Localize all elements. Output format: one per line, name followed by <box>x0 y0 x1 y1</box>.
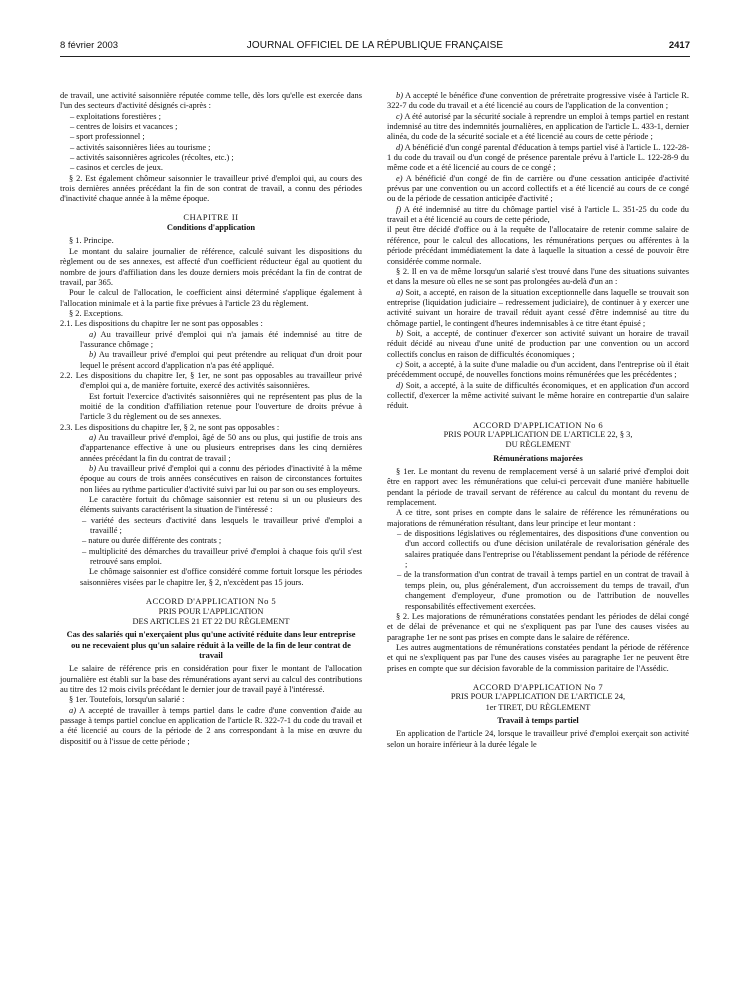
paragraph: § 2. Il en va de même lorsqu'un salarié s'est trouvé dans l'une des situations suivantes et dans la mesure où elles ne se sont pas prolongées au-delà d'un an : <box>387 266 689 287</box>
clause-letter: b) <box>396 91 403 100</box>
accord-title: Cas des salariés qui n'exerçaient plus qu'une activité réduite dans leur entreprise ou ne recevaient plus qu'un salaire réduit à la veille de la fin de leur contrat de travail <box>66 630 356 660</box>
list-item: – sport professionnel ; <box>70 132 145 142</box>
clause-letter: a) <box>69 705 76 715</box>
paragraph <box>387 174 689 205</box>
accord-heading: ACCORD D'APPLICATION No 7 <box>472 681 604 692</box>
clause-letter: d) <box>396 142 403 152</box>
page-number: 2417 <box>668 40 690 51</box>
clause-letter: b) <box>89 464 96 474</box>
list-item: – de la transformation d'un contrat de travail à temps partiel en un contrat de travail à temps plein, ou, plus généralement, d'un accroissement du temps de travail, d'un changement d'employeur, d'une promotion ou de l'attribution de nouvelles responsabilités effectivement exercées. <box>397 570 689 611</box>
paragraph <box>387 288 689 329</box>
paragraph <box>387 205 689 226</box>
clause-text: Au travailleur privé d'emploi, âgé de 50 ans ou plus, qui justifie de trois ans d'appartenance effective à une ou plusieurs entreprises dans les cinq dernières années précédant la fin du contrat de travail ; <box>80 433 362 463</box>
paragraph: Le salaire de référence pris en considération pour fixer le montant de l'allocation journalière est établi sur la base des rémunérations ayant servi au calcul des contributions au titre des 12 mois civils précédant le dernier jour de travail payé à l'intéressé. <box>60 664 362 694</box>
paragraph: Pour le calcul de l'allocation, le coefficient ainsi déterminé s'applique également à l'allocation minimale et à la partie fixe prévues à l'article 23 du règlement. <box>60 288 362 308</box>
chapter-title: Conditions d'application <box>166 223 256 233</box>
clause-letter: b) <box>396 328 403 338</box>
list-item: – de dispositions législatives ou réglementaires, des dispositions d'une convention ou d'un accord collectifs ou d'une décision unilatérale de revalorisation générale des salaires pratiquée dans l'entreprise ou l'établissement pendant la période de référence ; <box>397 529 689 570</box>
clause-text: A bénéficié d'un congé parental d'éducation à temps partiel visé à l'article L. 122-28-1 du code du travail ou d'un congé de présence parentale prévu à l'article L. 122-28-9 du même code et a été licencié au cours de ce congé ; <box>387 142 689 173</box>
clause-text: A accepté le bénéfice d'une convention de préretraite progressive visée à l'article R. 322-7 du code du travail et a été licencié au cours de l'application de la convention ; <box>387 91 689 111</box>
clause-text: A été autorisé par la sécurité sociale à reprendre un emploi à temps partiel en restant indemnisé au titre des indemnités journalières, en application de l'article L. 433-1, dernier alinéa, du code de la sécurité sociale et a été licencié au cours de cette période ; <box>387 111 689 142</box>
paragraph: § 1er. Toutefois, lorsqu'un salarié : <box>69 695 185 705</box>
paragraph <box>387 143 689 174</box>
clause-text: Au travailleur privé d'emploi qui a connu des périodes d'inactivité à la même époque au cours de trois années consécutives en raison de circonstances fortuites non liées au rythme particulier d'activité suivi par lui ou par son ou ses employeurs. <box>80 464 362 494</box>
sub-clause <box>60 330 362 351</box>
numbered-clause: 2.1. Les dispositions du chapitre Ier ne sont pas opposables : <box>60 319 263 329</box>
accord-subheading: PRIS POUR L'APPLICATION DE L'ARTICLE 22, § 3, <box>443 430 633 439</box>
clause-text: Soit, a accepté, en raison de la situation exceptionnelle dans laquelle se trouvait son entreprise (liquidation judiciaire – redressement judiciaire), de continuer à y exercer une activité suivant un horaire de travail réduit ayant cessé d'être indemnisé au titre du chômage partiel, le contingent d'heures indemnisables à ce titre étant épuisé ; <box>387 287 689 328</box>
list-item: – variété des secteurs d'activité dans lesquels le travailleur privé d'emploi a travaillé ; <box>82 515 362 536</box>
remuneration-list <box>387 529 689 612</box>
paragraph <box>60 706 362 747</box>
paragraph: Le montant du salaire journalier de référence, calculé suivant les dispositions du règlement ou de ses annexes, est affecté d'un coefficient réducteur égal au quotient du nombre de jours d'affiliation dans les douze derniers mois précédant la fin de contrat de travail, par 365. <box>60 246 362 287</box>
clause-text: Soit, a accepté, à la suite de difficultés économiques, et en application d'un accord collectif, d'exercer la même activité suivant le même horaire en contrepartie d'un salaire réduit. <box>387 380 689 411</box>
accord-title: Rémunérations majorées <box>493 453 583 463</box>
list-item: – exploitations forestières ; <box>70 111 161 121</box>
accord-subheading: DES ARTICLES 21 ET 22 DU RÈGLEMENT <box>132 616 290 626</box>
paragraph <box>387 381 689 412</box>
paragraph: § 2. Est également chômeur saisonnier le travailleur privé d'emploi qui, au cours des trois dernières années précédant la fin de son contrat de travail, a connu des périodes d'inactivité chaque année à la même époque. <box>60 173 362 204</box>
right-column <box>387 91 689 750</box>
clause-text: Soit, a accepté, à la suite d'une maladie ou d'un accident, dans l'entreprise où il était précédemment occupé, de nouvelles fonctions moins rémunérées que les précédentes ; <box>387 359 689 380</box>
clause-letter: d) <box>396 380 403 390</box>
numbered-clause: 2.3. Les dispositions du chapitre Ier, § 2, ne sont pas opposables : <box>60 422 280 432</box>
clause-text: A été indemnisé au titre du chômage partiel visé à l'article L. 351-25 du code du travail et a été licencié au cours de cette période, <box>387 204 689 225</box>
clause-letter: c) <box>396 359 403 369</box>
clause-text: A accepté de travailler à temps partiel dans le cadre d'une convention d'aide au passage à temps partiel conclue en application de l'article R. 322-7-1 du code du travail et a été licencié au cours de la période de 2 ans correspondant à la mise en œuvre du dispositif ou à l'issue de cette période ; <box>60 705 362 746</box>
page-header <box>60 40 690 54</box>
sub-clause <box>60 464 362 495</box>
list-item: – multiplicité des démarches du travailleur privé d'emploi à chaque fois qu'il s'est retrouvé sans emploi. <box>82 546 362 567</box>
numbered-clause: 2.2. Les dispositions du chapitre Ier, § 1er, ne sont pas opposables au travailleur privé d'emploi qui a, de manière fortuite, exercé des activités saisonnières. <box>60 370 362 391</box>
journal-title: JOURNAL OFFICIEL DE LA RÉPUBLIQUE FRANÇAISE <box>246 40 504 51</box>
paragraph: il peut être décidé d'office ou à la requête de l'allocataire de retenir comme salaire de référence, pour le calcul des allocations, les rémunérations perçues ou afférentes à la période précédant immédiatement la date à laquelle la situation a cessé de pouvoir être considérée comme normale. <box>387 225 689 266</box>
paragraph: de travail, une activité saisonnière réputée comme telle, dès lors qu'elle est exercée dans l'un des secteurs d'activité désignés ci-après : <box>60 91 362 111</box>
issue-date: 8 février 2003 <box>60 40 119 51</box>
accord-heading: ACCORD D'APPLICATION No 6 <box>472 419 604 430</box>
left-column <box>60 91 362 747</box>
list-item: – casinos et cercles de jeux. <box>70 163 164 173</box>
sub-clause: Le chômage saisonnier est d'office considéré comme fortuit lorsque les périodes saisonnières visées par le chapitre Ier, § 2, n'excèdent pas 15 jours. <box>80 567 362 587</box>
criteria-list <box>60 516 362 568</box>
list-item: – centres de loisirs et vacances ; <box>70 122 178 132</box>
activity-list <box>60 112 362 174</box>
clause-letter: b) <box>89 350 96 360</box>
sub-clause <box>60 433 362 464</box>
accord-title: Travail à temps partiel <box>497 715 579 725</box>
paragraph: § 1er. Le montant du revenu de remplacement versé à un salarié privé d'emploi doit être en rapport avec les rémunérations que celui-ci percevait d'une manière habituelle pendant la période de travail servant de référence au calcul du montant du revenu de remplacement. <box>387 467 689 508</box>
sub-clause: Est fortuit l'exercice d'activités saisonnières qui ne représentent pas plus de la moitié de la condition d'affiliation retenue pour l'ouverture de droits prévue à l'article 3 du règlement ou de ses annexes. <box>80 391 362 422</box>
clause-text: Soit, a accepté, de continuer d'exercer son activité suivant un horaire de travail réduit décidé au niveau d'une unité de production par une convention ou un accord collectifs conclus en raison de difficultés économiques ; <box>387 328 689 359</box>
header-rule <box>60 56 690 57</box>
sub-clause: Le caractère fortuit du chômage saisonnier est retenu si un ou plusieurs des éléments suivants caractérisent la situation de l'intéressé : <box>80 495 362 515</box>
paragraph: Les autres augmentations de rémunérations constatées pendant la période de référence et qui ne s'expliquent pas par l'une des causes visées au paragraphe 1er ne peuvent être prises en compte que sur décision favorable de la commission paritaire de l'Assédic. <box>387 642 689 673</box>
paragraph: A ce titre, sont prises en compte dans le salaire de référence les rémunérations ou majorations de rémunération résultant, dans leur principe et leur montant : <box>387 508 689 528</box>
paragraph <box>387 329 689 360</box>
accord-subheading: 1er TIRET, DU RÈGLEMENT <box>485 702 591 712</box>
clause-letter: a) <box>396 287 403 297</box>
paragraph <box>387 91 689 112</box>
clause-letter: f) <box>396 204 402 214</box>
list-item: – nature ou durée différente des contrats ; <box>82 536 222 546</box>
accord-heading: ACCORD D'APPLICATION No 5 <box>145 596 277 607</box>
accord-subheading: PRIS POUR L'APPLICATION <box>158 606 264 616</box>
clause-letter: c) <box>396 111 403 121</box>
sub-clause <box>60 350 362 371</box>
section-heading: § 1. Principe. <box>69 236 114 246</box>
paragraph: § 2. Les majorations de rémunérations constatées pendant les périodes de délai congé et de délai de prévenance et qui ne s'expliquent pas par l'une des causes visées au paragraphe 1er ne sont pas prises en compte dans le salaire de référence. <box>387 611 689 642</box>
section-heading: § 2. Exceptions. <box>69 308 123 318</box>
list-item: – activités saisonnières agricoles (récoltes, etc.) ; <box>70 153 234 163</box>
paragraph: En application de l'article 24, lorsque le travailleur privé d'emploi exerçait son activité selon un horaire inférieur à la durée légale le <box>387 729 689 749</box>
paragraph <box>387 112 689 143</box>
clause-letter: e) <box>396 173 403 183</box>
chapter-heading: CHAPITRE II <box>183 212 239 222</box>
list-item: – activités saisonnières liées au tourisme ; <box>70 142 211 152</box>
clause-text: Au travailleur privé d'emploi qui peut prétendre au reliquat d'un droit pour lequel le présent accord d'application n'a pas été appliqué. <box>80 350 362 370</box>
clause-letter: a) <box>89 433 96 442</box>
clause-text: Au travailleur privé d'emploi qui n'a jamais été indemnisé au titre de l'assurance chômage ; <box>80 329 362 349</box>
accord-subheading: DU RÈGLEMENT <box>505 440 571 450</box>
paragraph <box>387 360 689 381</box>
accord-subheading: PRIS POUR L'APPLICATION DE L'ARTICLE 24, <box>450 692 626 702</box>
clause-letter: a) <box>89 329 96 339</box>
clause-text: A bénéficié d'un congé de fin de carrière ou d'une cessation anticipée d'activité prévus par une convention ou un accord collectifs et a été licencié au cours de ce congé ou de la période de cessation anticipée d'activité ; <box>387 173 689 204</box>
